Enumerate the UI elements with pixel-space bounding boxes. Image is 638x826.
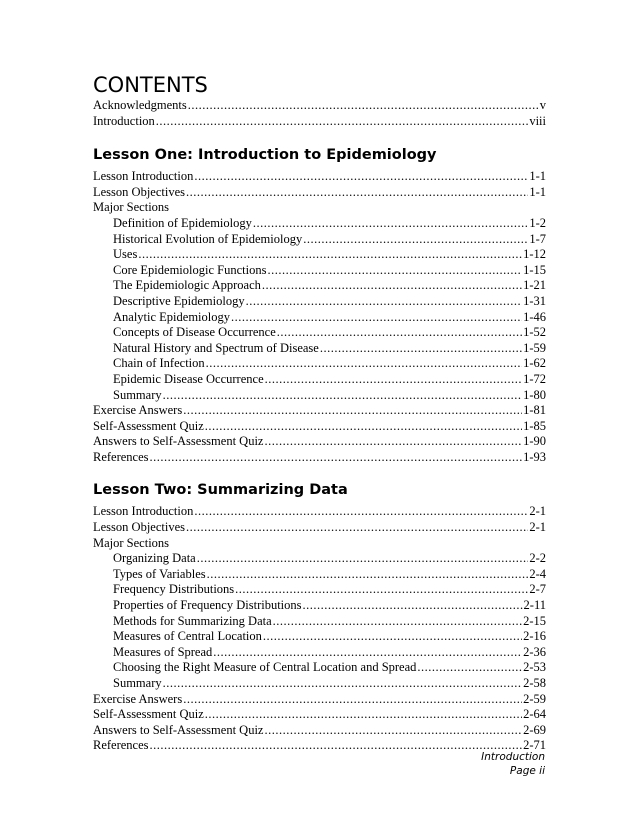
toc-entry-label: Lesson Introduction <box>93 169 194 184</box>
dot-leader <box>194 504 528 520</box>
dot-leader <box>303 598 523 614</box>
toc-entry[interactable] <box>93 114 546 130</box>
page-title: CONTENTS <box>93 73 208 97</box>
toc-entry-label: Types of Variables <box>113 566 206 581</box>
toc-entry-label: Descriptive Epidemiology <box>113 293 245 308</box>
dot-leader <box>277 325 522 341</box>
toc-entry-page: 2-11 <box>523 598 546 613</box>
lessons-container <box>93 146 546 754</box>
toc-entry[interactable] <box>93 310 546 326</box>
toc-entry[interactable] <box>93 567 546 583</box>
toc-entry-label: Exercise Answers <box>93 403 183 418</box>
toc-entry-page: 1-7 <box>529 231 546 246</box>
dot-leader <box>267 263 522 279</box>
toc-entry-label: The Epidemiologic Approach <box>113 278 261 293</box>
dot-leader <box>186 520 528 536</box>
lesson-section <box>93 481 546 754</box>
dot-leader <box>320 341 522 357</box>
dot-leader <box>213 645 522 661</box>
front-matter-list <box>93 98 546 129</box>
toc-entry[interactable] <box>93 403 546 419</box>
dot-leader <box>138 247 522 263</box>
dot-leader <box>183 692 522 708</box>
toc-entry[interactable] <box>93 707 546 723</box>
dot-leader <box>264 434 522 450</box>
toc-entry-page: 1-15 <box>523 262 546 277</box>
toc-entry-page: 2-59 <box>523 691 546 706</box>
dot-leader <box>417 660 522 676</box>
toc-entry-label: Exercise Answers <box>93 691 183 706</box>
toc-entry-page: 2-36 <box>523 644 546 659</box>
lesson-heading: Lesson Two: Summarizing Data <box>93 482 348 499</box>
toc-entry[interactable] <box>93 216 546 232</box>
toc-entry[interactable] <box>93 598 546 614</box>
toc-entry-page: 2-53 <box>523 660 546 675</box>
toc-entry-page: 2-58 <box>523 676 546 690</box>
lesson-heading: Lesson One: Introduction to Epidemiology <box>93 147 437 164</box>
toc-entry-label: Self-Assessment Quiz <box>93 707 204 722</box>
dot-leader <box>231 310 522 326</box>
toc-entry-page: 1-62 <box>523 356 546 371</box>
toc-entry-label: Historical Evolution of Epidemiology <box>113 231 303 246</box>
toc-entry[interactable] <box>93 504 546 520</box>
footer-section: Introduction <box>481 751 545 763</box>
toc-entry-label: Frequency Distributions <box>113 582 235 597</box>
toc-entry[interactable] <box>93 278 546 294</box>
toc-entry-page: 1-52 <box>523 325 546 340</box>
toc-entry[interactable] <box>93 232 546 248</box>
toc-entry-label: Answers to Self-Assessment Quiz <box>93 722 264 737</box>
toc-entry-label: Lesson Objectives <box>93 184 185 199</box>
dot-leader <box>205 707 522 723</box>
toc-entry-label: Measures of Spread <box>113 644 213 659</box>
toc-entry-label: Epidemic Disease Occurrence <box>113 371 264 386</box>
toc-entry-label: Summary <box>113 676 162 690</box>
dot-leader <box>194 169 528 185</box>
toc-entry[interactable] <box>93 247 546 263</box>
dot-leader <box>197 551 529 567</box>
toc-entry-page: 1-46 <box>523 309 546 324</box>
toc-entry-page: 2-1 <box>529 504 546 519</box>
toc-entry-label: Natural History and Spectrum of Disease <box>113 340 319 355</box>
toc-entry[interactable] <box>93 341 546 357</box>
dot-leader <box>263 629 522 645</box>
toc-entry-page: 2-15 <box>523 613 546 628</box>
toc-entry-label: Acknowledgments <box>93 98 187 112</box>
toc-entry[interactable] <box>93 294 546 310</box>
toc-entry-label: Self-Assessment Quiz <box>93 418 204 433</box>
dot-leader <box>253 216 528 232</box>
dot-leader <box>264 723 522 739</box>
toc-entry[interactable] <box>93 325 546 341</box>
toc-entry[interactable] <box>93 723 546 739</box>
toc-entry-page: 1-85 <box>523 418 546 433</box>
lesson-toc-list <box>93 504 546 754</box>
toc-entry[interactable] <box>93 738 546 754</box>
toc-entry[interactable] <box>93 614 546 630</box>
dot-leader <box>163 676 522 692</box>
toc-entry-page: 1-2 <box>529 215 546 230</box>
toc-entry[interactable] <box>93 263 546 279</box>
toc-entry-label: Uses <box>113 247 138 262</box>
toc-entry-page: 2-2 <box>529 551 546 566</box>
toc-entry-label: Properties of Frequency Distributions <box>113 598 302 613</box>
dot-leader <box>207 567 529 583</box>
major-sections-label: Major Sections <box>93 535 170 550</box>
toc-entry-label: Measures of Central Location <box>113 629 262 644</box>
toc-entry[interactable] <box>93 692 546 708</box>
dot-leader <box>150 450 523 466</box>
toc-entry-page: 1-90 <box>523 434 546 449</box>
toc-entry-label: Chain of Infection <box>113 356 205 371</box>
toc-entry[interactable] <box>93 520 546 536</box>
dot-leader <box>206 356 522 372</box>
toc-entry-page: 2-64 <box>523 707 546 722</box>
toc-entry-label: Summary <box>113 387 162 402</box>
toc-entry-label: Lesson Objectives <box>93 520 185 535</box>
toc-entry-page: viii <box>529 113 546 128</box>
dot-leader <box>163 388 522 404</box>
toc-entry-label: Lesson Introduction <box>93 504 194 519</box>
toc-entry[interactable] <box>93 551 546 567</box>
toc-entry[interactable] <box>93 98 546 114</box>
dot-leader <box>273 614 522 630</box>
dot-leader <box>235 582 528 598</box>
toc-entry-page: 1-81 <box>523 403 546 418</box>
toc-entry-page: 2-7 <box>529 582 546 597</box>
toc-entry-page: 1-93 <box>523 449 546 464</box>
dot-leader <box>205 419 522 435</box>
toc-entry-label: Methods for Summarizing Data <box>113 613 272 628</box>
toc-entry[interactable] <box>93 660 546 676</box>
dot-leader <box>265 372 522 388</box>
toc-entry-label: References <box>93 738 149 753</box>
dot-leader <box>150 738 523 754</box>
toc-entry[interactable] <box>93 388 546 404</box>
toc-entry-page: 2-4 <box>529 566 546 581</box>
toc-entry-page: 1-72 <box>523 371 546 386</box>
toc-entry-label: Answers to Self-Assessment Quiz <box>93 434 264 449</box>
dot-leader <box>246 294 523 310</box>
toc-entry-label: Organizing Data <box>113 551 196 566</box>
contents-page <box>93 72 546 754</box>
toc-entry-page: 1-1 <box>529 184 546 199</box>
dot-leader <box>183 403 522 419</box>
lesson-section <box>93 146 546 465</box>
dot-leader <box>262 278 522 294</box>
toc-entry[interactable] <box>93 434 546 450</box>
toc-entry-page: 1-1 <box>529 169 546 184</box>
toc-entry[interactable] <box>93 419 546 435</box>
major-sections-label: Major Sections <box>93 200 170 215</box>
toc-entry-page: 2-69 <box>523 722 546 737</box>
dot-leader <box>303 232 528 248</box>
toc-entry-page: 1-31 <box>523 293 546 308</box>
toc-entry-page: 1-21 <box>523 278 546 293</box>
toc-entry[interactable] <box>93 169 546 185</box>
dot-leader <box>186 185 528 201</box>
toc-entry[interactable] <box>93 676 546 692</box>
toc-entry-label: References <box>93 449 149 464</box>
toc-entry[interactable] <box>93 185 546 201</box>
toc-entry-label: Introduction <box>93 113 155 128</box>
toc-entry-label: Core Epidemiologic Functions <box>113 262 267 277</box>
toc-entry[interactable] <box>93 372 546 388</box>
toc-entry-page: 2-1 <box>529 520 546 535</box>
toc-entry-label: Choosing the Right Measure of Central Location and Spread <box>113 660 417 675</box>
toc-entry-label: Analytic Epidemiology <box>113 309 230 324</box>
toc-entry-label: Definition of Epidemiology <box>113 215 252 230</box>
page-footer <box>481 750 545 778</box>
toc-entry[interactable] <box>93 645 546 661</box>
toc-entry-page: 2-71 <box>523 738 546 753</box>
toc-entry[interactable] <box>93 356 546 372</box>
toc-entry[interactable] <box>93 582 546 598</box>
toc-entry-page: 1-12 <box>523 247 546 262</box>
dot-leader <box>188 98 539 114</box>
toc-entry[interactable] <box>93 450 546 466</box>
toc-entry-page: 1-80 <box>523 387 546 402</box>
dot-leader <box>156 114 529 130</box>
lesson-toc-list <box>93 169 546 465</box>
toc-entry-page: 2-16 <box>523 629 546 644</box>
footer-page-number: Page ii <box>509 765 545 777</box>
toc-entry[interactable] <box>93 629 546 645</box>
toc-entry-page: 1-59 <box>523 340 546 355</box>
toc-entry-label: Concepts of Disease Occurrence <box>113 325 276 340</box>
toc-entry-page: v <box>539 98 546 112</box>
